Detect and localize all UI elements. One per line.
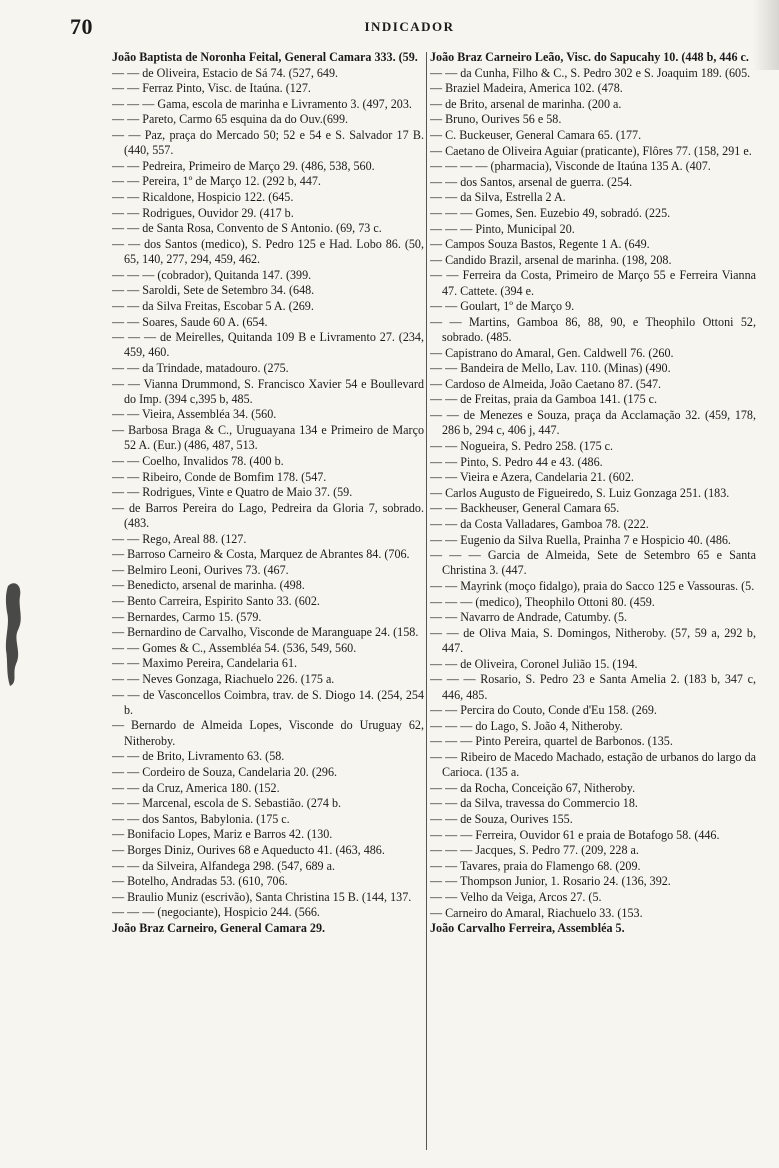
running-title: INDICADOR bbox=[364, 19, 455, 34]
directory-entry: — — — Ferreira, Ouvidor 61 e praia de Botafogo 58. (446. bbox=[430, 827, 720, 842]
directory-entry: — — da Trindade, matadouro. (275. bbox=[112, 360, 289, 375]
directory-entry: — — — Pinto, Municipal 20. bbox=[430, 221, 575, 236]
directory-entry: — — — Pinto Pereira, quartel de Barbonos. (135. bbox=[430, 734, 673, 749]
ink-blot-mark bbox=[4, 578, 26, 688]
directory-entry: — — da Silva Freitas, Escobar 5 A. (269. bbox=[112, 298, 314, 313]
directory-entry: — — Coelho, Invalidos 78. (400 b. bbox=[112, 453, 284, 468]
directory-entry: — Bruno, Ourives 56 e 58. bbox=[430, 112, 562, 127]
directory-entry: — Carlos Augusto de Figueiredo, S. Luiz Gonzaga 251. (183. bbox=[430, 485, 730, 500]
directory-entry: — — de Menezes e Souza, praça da Acclamação 32. (459, 178, 286 b, 294 c, 406 j, 447. bbox=[430, 408, 756, 438]
directory-entry: — Carneiro do Amaral, Riachuelo 33. (153. bbox=[430, 905, 643, 920]
directory-entry: — Braziel Madeira, America 102. (478. bbox=[430, 81, 623, 96]
directory-entry: — — da Cunha, Filho & C., S. Pedro 302 e S. Joaquim 189. (605. bbox=[430, 65, 751, 80]
directory-entry: — — da Rocha, Conceição 67, Nitheroby. bbox=[430, 780, 636, 795]
directory-entry: — Bernardes, Carmo 15. (579. bbox=[112, 609, 262, 624]
directory-entry: — — — (negociante), Hospicio 244. (566. bbox=[112, 905, 320, 920]
directory-entry: — — Velho da Veiga, Arcos 27. (5. bbox=[430, 889, 602, 904]
directory-entry: João Baptista de Noronha Feital, General Camara 333. (59. bbox=[112, 50, 418, 64]
directory-entry: — Capistrano do Amaral, Gen. Caldwell 76. (260. bbox=[430, 345, 674, 360]
directory-entry: — Bonifacio Lopes, Mariz e Barros 42. (130. bbox=[112, 827, 333, 842]
directory-entry: — — de Oliva Maia, S. Domingos, Nitheroby. (57, 59 a, 292 b, 447. bbox=[430, 625, 756, 656]
directory-entry: — C. Buckeuser, General Camara 65. (177. bbox=[430, 127, 642, 142]
directory-entry: — Botelho, Andradas 53. (610, 706. bbox=[112, 874, 288, 889]
directory-entry: — — da Silveira, Alfandega 298. (547, 689 a. bbox=[112, 858, 336, 873]
directory-entry: — — de Freitas, praia da Gamboa 141. (175 c. bbox=[430, 392, 658, 407]
directory-entry: — — Backheuser, General Camara 65. bbox=[430, 501, 620, 516]
directory-entry: — — Navarro de Andrade, Catumby. (5. bbox=[430, 610, 628, 625]
directory-entry: — Caetano de Oliveira Aguiar (praticante), Flôres 77. (158, 291 e. bbox=[430, 143, 752, 158]
page-header bbox=[70, 14, 749, 40]
directory-entry: — — de Santa Rosa, Convento de S Antonio. (69, 73 c. bbox=[112, 221, 382, 236]
directory-entry: — — Marcenal, escola de S. Sebastião. (274 b. bbox=[112, 796, 342, 811]
directory-entry: — — Percira do Couto, Conde d'Eu 158. (269. bbox=[430, 703, 657, 718]
directory-entry: — — — Gama, escola de marinha e Livramento 3. (497, 203. bbox=[112, 96, 412, 111]
right-column bbox=[430, 50, 756, 1150]
directory-entry: — — Ferraz Pinto, Visc. de Itaúna. (127. bbox=[112, 81, 311, 96]
directory-entry: — — Mayrink (moço fidalgo), praia do Sacco 125 e Vassouras. (5. bbox=[430, 579, 755, 593]
directory-entry: — — Maximo Pereira, Candelaria 61. bbox=[112, 656, 298, 671]
directory-entry: — — Ribeiro de Macedo Machado, estação de urbanos do largo da Carioca. (135 a. bbox=[430, 749, 756, 780]
directory-entry: — Campos Souza Bastos, Regente 1 A. (649. bbox=[430, 237, 650, 252]
directory-entry: — — Ricaldone, Hospicio 122. (645. bbox=[112, 190, 294, 205]
directory-entry: — Candido Brazil, arsenal de marinha. (198, 208. bbox=[430, 252, 672, 267]
directory-entry: — Barroso Carneiro & Costa, Marquez de Abrantes 84. (706. bbox=[112, 547, 410, 562]
directory-entry: — Cardoso de Almeida, João Caetano 87. (547. bbox=[430, 376, 662, 391]
directory-entry: — — — do Lago, S. João 4, Nitheroby. bbox=[430, 718, 623, 733]
directory-entry: — — Pareto, Carmo 65 esquina da do Ouv.(699. bbox=[112, 112, 349, 127]
directory-entry: — — de Souza, Ourives 155. bbox=[430, 812, 573, 827]
directory-entry: — — Ferreira da Costa, Primeiro de Março 55 e Ferreira Vianna 47. Cattete. (394 e. bbox=[430, 268, 756, 298]
directory-entry: — de Barros Pereira do Lago, Pedreira da Gloria 7, sobrado. (483. bbox=[112, 500, 424, 531]
directory-entry: — Belmiro Leoni, Ourives 73. (467. bbox=[112, 562, 289, 577]
column-divider bbox=[426, 52, 427, 1150]
directory-entry: — — Gomes & C., Assembléa 54. (536, 549, 560. bbox=[112, 640, 357, 655]
directory-entry: — — de Vasconcellos Coimbra, trav. de S. Diogo 14. (254, 254 b. bbox=[112, 687, 424, 717]
directory-entry: — — Rodrigues, Vinte e Quatro de Maio 37. (59. bbox=[112, 485, 353, 500]
directory-entry: — — Soares, Saude 60 A. (654. bbox=[112, 314, 268, 329]
directory-entry: — — — Jacques, S. Pedro 77. (209, 228 a. bbox=[430, 843, 639, 858]
directory-entry: — Bento Carreira, Espirito Santo 33. (602. bbox=[112, 594, 320, 608]
directory-entry: — — dos Santos, Babylonia. (175 c. bbox=[112, 811, 290, 826]
directory-entry: — — Paz, praça do Mercado 50; 52 e 54 e S. Salvador 17 B. (440, 557. bbox=[112, 127, 424, 158]
page-edge-shading bbox=[753, 0, 779, 70]
directory-entry: — — Saroldi, Sete de Setembro 34. (648. bbox=[112, 283, 315, 298]
directory-entry: — — Rego, Areal 88. (127. bbox=[112, 531, 247, 546]
directory-entry: João Carvalho Ferreira, Assembléa 5. bbox=[430, 921, 625, 936]
directory-entry: — Barbosa Braga & C., Uruguayana 134 e Primeiro de Março 52 A. (Eur.) (486, 487, 513. bbox=[112, 423, 424, 453]
directory-entry: — — de Oliveira, Estacio de Sá 74. (527, 649. bbox=[112, 65, 339, 80]
directory-entry: — — Pinto, S. Pedro 44 e 43. (486. bbox=[430, 454, 603, 469]
directory-entry: — — da Costa Valladares, Gamboa 78. (222. bbox=[430, 516, 649, 531]
directory-entry: João Braz Carneiro Leão, Visc. do Sapucahy 10. (448 b, 446 c. bbox=[430, 50, 749, 64]
directory-entry: — — dos Santos, arsenal de guerra. (254. bbox=[430, 174, 633, 189]
directory-entry: — — — Rosario, S. Pedro 23 e Santa Amelia 2. (183 b, 347 c, 446, 485. bbox=[430, 672, 756, 702]
directory-entry: — — Cordeiro de Souza, Candelaria 20. (296. bbox=[112, 764, 338, 779]
directory-entry: — — Bandeira de Mello, Lav. 110. (Minas) (490. bbox=[430, 361, 671, 376]
directory-entry: — — da Silva, travessa do Commercio 18. bbox=[430, 796, 638, 811]
directory-entry: — — — (medico), Theophilo Ottoni 80. (459. bbox=[430, 594, 655, 609]
directory-entry: — — Goulart, 1º de Março 9. bbox=[430, 299, 575, 314]
directory-entry: — Braulio Muniz (escrivão), Santa Christina 15 B. (144, 137. bbox=[112, 889, 412, 904]
directory-entry: — Bernardino de Carvalho, Visconde de Maranguape 24. (158. bbox=[112, 625, 419, 640]
directory-entry: — — — de Meirelles, Quitanda 109 B e Livramento 27. (234, 459, 460. bbox=[112, 330, 424, 360]
directory-entry: — — — (cobrador), Quitanda 147. (399. bbox=[112, 267, 312, 282]
directory-entry: — — da Cruz, America 180. (152. bbox=[112, 780, 280, 795]
directory-entry: — Bernardo de Almeida Lopes, Visconde do Uruguay 62, Nitheroby. bbox=[112, 718, 424, 748]
directory-entry: — — Pedreira, Primeiro de Março 29. (486, 538, 560. bbox=[112, 158, 375, 173]
directory-entry: — — — — (pharmacia), Visconde de Itaúna 135 A. (407. bbox=[430, 159, 711, 174]
directory-entry: — de Brito, arsenal de marinha. (200 a. bbox=[430, 96, 622, 111]
directory-entry: — — — Garcia de Almeida, Sete de Setembro 65 e Santa Christina 3. (447. bbox=[430, 548, 756, 578]
directory-entry: — — Eugenio da Silva Ruella, Prainha 7 e Hospicio 40. (486. bbox=[430, 532, 731, 547]
directory-entry: — Borges Diniz, Ourives 68 e Aqueducto 41. (463, 486. bbox=[112, 842, 385, 857]
directory-entry: — — Ribeiro, Conde de Bomfim 178. (547. bbox=[112, 469, 327, 484]
page-number: 70 bbox=[70, 14, 93, 39]
directory-entry: — — de Brito, Livramento 63. (58. bbox=[112, 749, 285, 764]
directory-entry: — — da Silva, Estrella 2 A. bbox=[430, 190, 566, 205]
directory-entry: — — dos Santos (medico), S. Pedro 125 e Had. Lobo 86. (50, 65, 140, 277, 294, 459, 462. bbox=[112, 236, 424, 267]
directory-entry: — — Vieira e Azera, Candelaria 21. (602. bbox=[430, 470, 634, 485]
directory-entry: — — Rodrigues, Ouvidor 29. (417 b. bbox=[112, 205, 294, 220]
directory-entry: — Benedicto, arsenal de marinha. (498. bbox=[112, 578, 305, 593]
directory-entry: — — Tavares, praia do Flamengo 68. (209. bbox=[430, 858, 641, 873]
directory-entry: — — Martins, Gamboa 86, 88, 90, e Theophilo Ottoni 52, sobrado. (485. bbox=[430, 314, 756, 345]
directory-entry: — — Nogueira, S. Pedro 258. (175 c. bbox=[430, 438, 614, 453]
left-column bbox=[112, 50, 424, 1150]
directory-entry: — — — Gomes, Sen. Euzebio 49, sobradó. (225. bbox=[430, 205, 671, 220]
directory-entry: — — Vianna Drummond, S. Francisco Xavier 54 e Boullevard do Imp. (394 c,395 b, 485. bbox=[112, 376, 424, 406]
directory-entry: — — Vieira, Assembléa 34. (560. bbox=[112, 407, 277, 422]
directory-entry: — — de Oliveira, Coronel Julião 15. (194. bbox=[430, 656, 638, 671]
directory-entry: — — Thompson Junior, 1. Rosario 24. (136, 392. bbox=[430, 874, 671, 889]
directory-entry: João Braz Carneiro, General Camara 29. bbox=[112, 920, 326, 935]
directory-entry: — — Pereira, 1º de Março 12. (292 b, 447. bbox=[112, 174, 321, 189]
directory-entry: — — Neves Gonzaga, Riachuelo 226. (175 a. bbox=[112, 671, 335, 686]
